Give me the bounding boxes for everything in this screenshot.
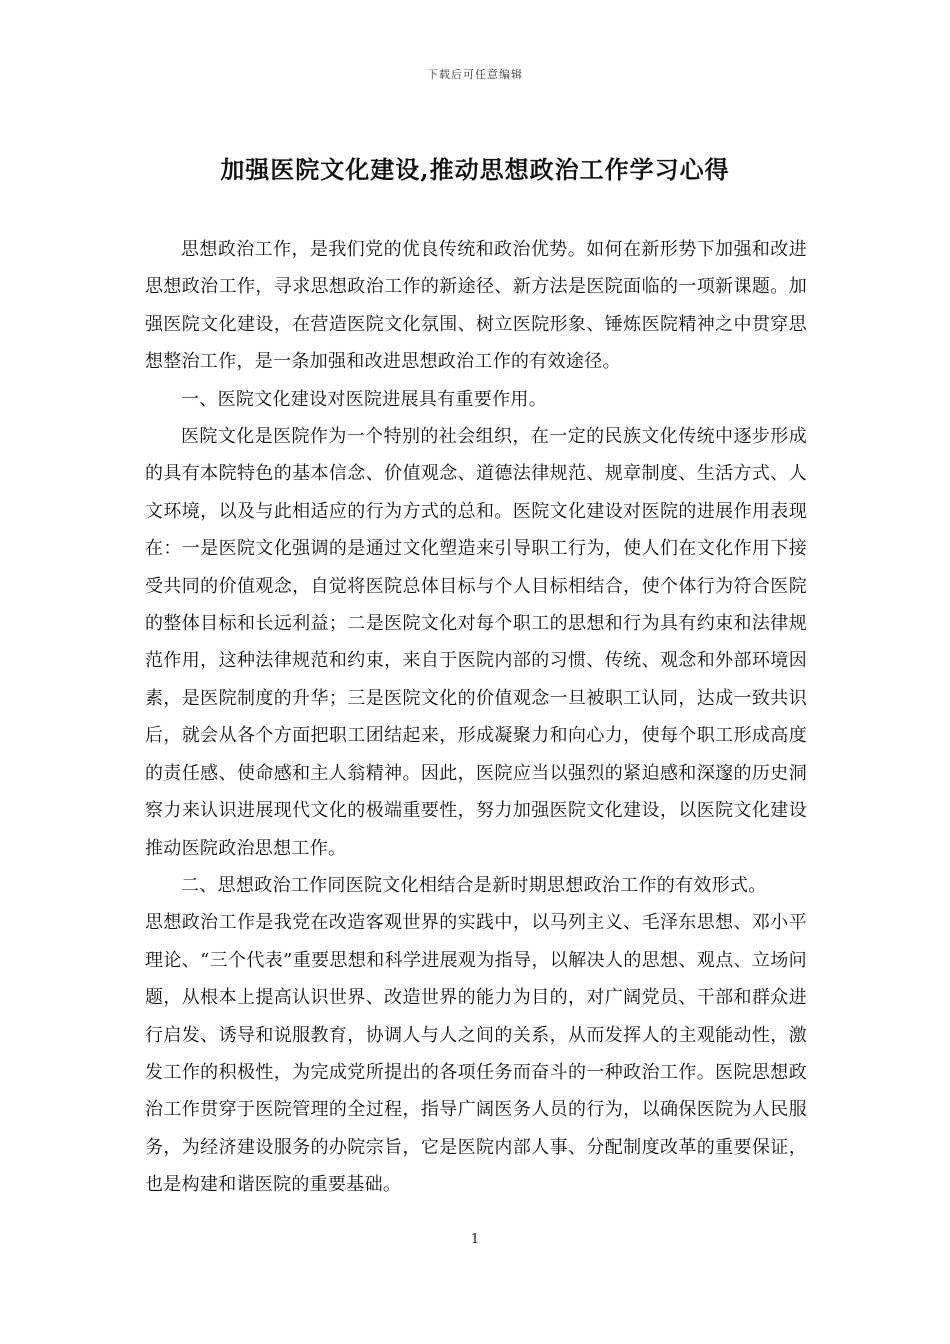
page-number: 1 [470, 1232, 480, 1247]
document-title: 加强医院文化建设,推动思想政治工作学习心得 [220, 155, 730, 184]
document-body [145, 231, 807, 1204]
section-heading-2: 二、思想政治工作同医院文化相结合是新时期思想政治工作的有效形式。 [181, 874, 767, 896]
paragraph-intro: 思想政治工作，是我们党的优良传统和政治优势。如何在新形势下加强和改进思想政治工作，寻求思想政治工作的新途径、新方法是医院面临的一项新课题。加强医院文化建设，在营造医院文化氛围、树立医院形象、锤炼医院精神之中贯穿思想整治工作，是一条加强和改进思想政治工作的有效途径。 [145, 239, 807, 373]
section-heading-1: 一、医院文化建设对医院进展具有重要作用。 [181, 388, 547, 410]
paragraph-section-2: 思想政治工作是我党在改造客观世界的实践中，以马列主义、毛泽东思想、邓小平理论、“三个代表”重要思想和科学进展观为指导，以解决人的思想、观点、立场问题，从根本上提高认识世界、改造世界的能力为目的，对广阔党员、干部和群众进行启发、诱导和说服教育，协调人与人之间的关系，从而发挥人的主观能动性，激发工作的积极性，为完成党所提出的各项任务而奋斗的一种政治工作。医院思想政治工作贯穿于医院管理的全过程，指导广阔医务人员的行为，以确保医院为人民服务，为经济建设服务的办院宗旨，它是医院内部人事、分配制度改革的重要保证，也是构建和谐医院的重要基础。 [145, 912, 807, 1196]
paragraph-section-1: 医院文化是医院作为一个特别的社会组织，在一定的民族文化传统中逐步形成的具有本院特色的基本信念、价值观念、道德法律规范、规章制度、生活方式、人文环境，以及与此相适应的行为方式的总和。医院文化建设对医院的进展作用表现在：一是医院文化强调的是通过文化塑造来引导职工行为，使人们在文化作用下接受共同的价值观念，自觉将医院总体目标与个人目标相结合，使个体行为符合医院的整体目标和长远利益；二是医院文化对每个职工的思想和行为具有约束和法律规范作用，这种法律规范和约束，来自于医院内部的习惯、传统、观念和外部环境因素，是医院制度的升华；三是医院文化的价值观念一旦被职工认同，达成一致共识后，就会从各个方面把职工团结起来，形成凝聚力和向心力，使每个职工形成高度的责任感、使命感和主人翁精神。因此，医院应当以强烈的紧迫感和深邃的历史洞察力来认识进展现代文化的极端重要性，努力加强医院文化建设，以医院文化建设推动医院政治思想工作。 [145, 426, 807, 859]
header-note: 下载后可任意编辑 [427, 68, 523, 81]
